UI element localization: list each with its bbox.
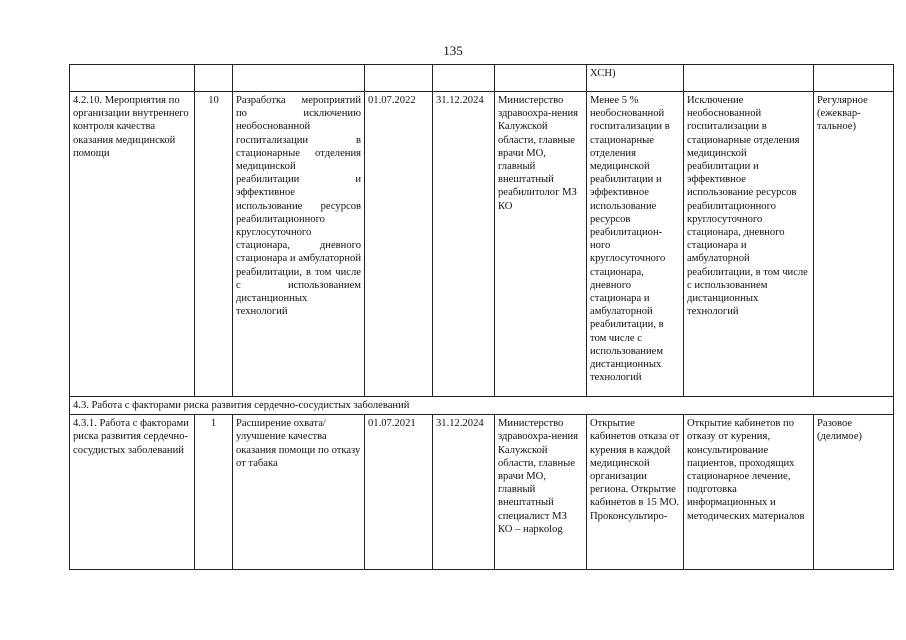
cell-measure-id: 4.2.10. Мероприятия по организации внутреннего контроля качества оказания медицинской помощи (70, 92, 195, 397)
cell-indicator: Менее 5 % необоснованной госпитализации в стационарные отделения медицинской реабилитации и эффективное использование ресурсов реабилитацион-ного круглосуточного стационара, дневного стационара и амбулаторной реабилитации, в том числе с использованием дистанционных технологий (587, 92, 684, 397)
cell-result: Открытие кабинетов по отказу от курения, консультирование пациентов, проходящих стационарное лечение, подготовка информационных и методических материалов (684, 415, 814, 570)
table-row (70, 415, 894, 570)
cell-regularity: Регулярное (ежеквар-тальное) (814, 92, 894, 397)
cell-regularity: Разовое (делимое) (814, 415, 894, 570)
continuation-row (70, 65, 894, 92)
table-row (70, 92, 894, 397)
cell-start-date: 01.07.2022 (365, 92, 433, 397)
cell-empty (365, 65, 433, 92)
section-row (70, 397, 894, 415)
cell-indicator: ХСН) (587, 65, 684, 92)
cell-empty (684, 65, 814, 92)
section-title: 4.3. Работа с факторами риска развития сердечно-сосудистых заболеваний (70, 397, 894, 415)
cell-end-date: 31.12.2024 (433, 92, 495, 397)
cell-measure-id: 4.3.1. Работа с факторами риска развития сердечно-сосудистых заболеваний (70, 415, 195, 570)
cell-end-date: 31.12.2024 (433, 415, 495, 570)
cell-activity: Разработка мероприятий по исключению необоснованной госпитализации в стационарные отделения медицинской реабилитации и эффективное использование ресурсов реабилитационного круглосуточного стационара, дневного стационара и амбулаторной реабилитации, в том числе с использованием дистанционных технологий (233, 92, 365, 397)
cell-empty (233, 65, 365, 92)
cell-empty (814, 65, 894, 92)
cell-empty (195, 65, 233, 92)
cell-number: 10 (195, 92, 233, 397)
cell-indicator: Открытие кабинетов отказа от курения в каждой медицинской организации региона. Открытие кабинетов в 15 МО. Проконсультиро- (587, 415, 684, 570)
cell-number: 1 (195, 415, 233, 570)
cell-empty (70, 65, 195, 92)
cell-start-date: 01.07.2021 (365, 415, 433, 570)
cell-empty (433, 65, 495, 92)
cell-result: Исключение необоснованной госпитализации в стационарные отделения медицинской реабилитации и эффективное использование ресурсов реабилитационного круглосуточного стационара, дневного стационара и амбулаторной реабилитации, в том числе с использованием дистанционных технологий (684, 92, 814, 397)
cell-activity: Расширение охвата/улучшение качества оказания помощи по отказу от табака (233, 415, 365, 570)
cell-empty (495, 65, 587, 92)
measures-table (69, 64, 894, 570)
cell-responsible: Министерство здравоохра-нения Калужской области, главные врачи МО, главный внештатный специалист МЗ КО – наркolog (495, 415, 587, 570)
page-number: 135 (443, 43, 463, 58)
cell-responsible: Министерство здравоохра-нения Калужской области, главные врачи МО, главный внештатный реабилитолог МЗ КО (495, 92, 587, 397)
